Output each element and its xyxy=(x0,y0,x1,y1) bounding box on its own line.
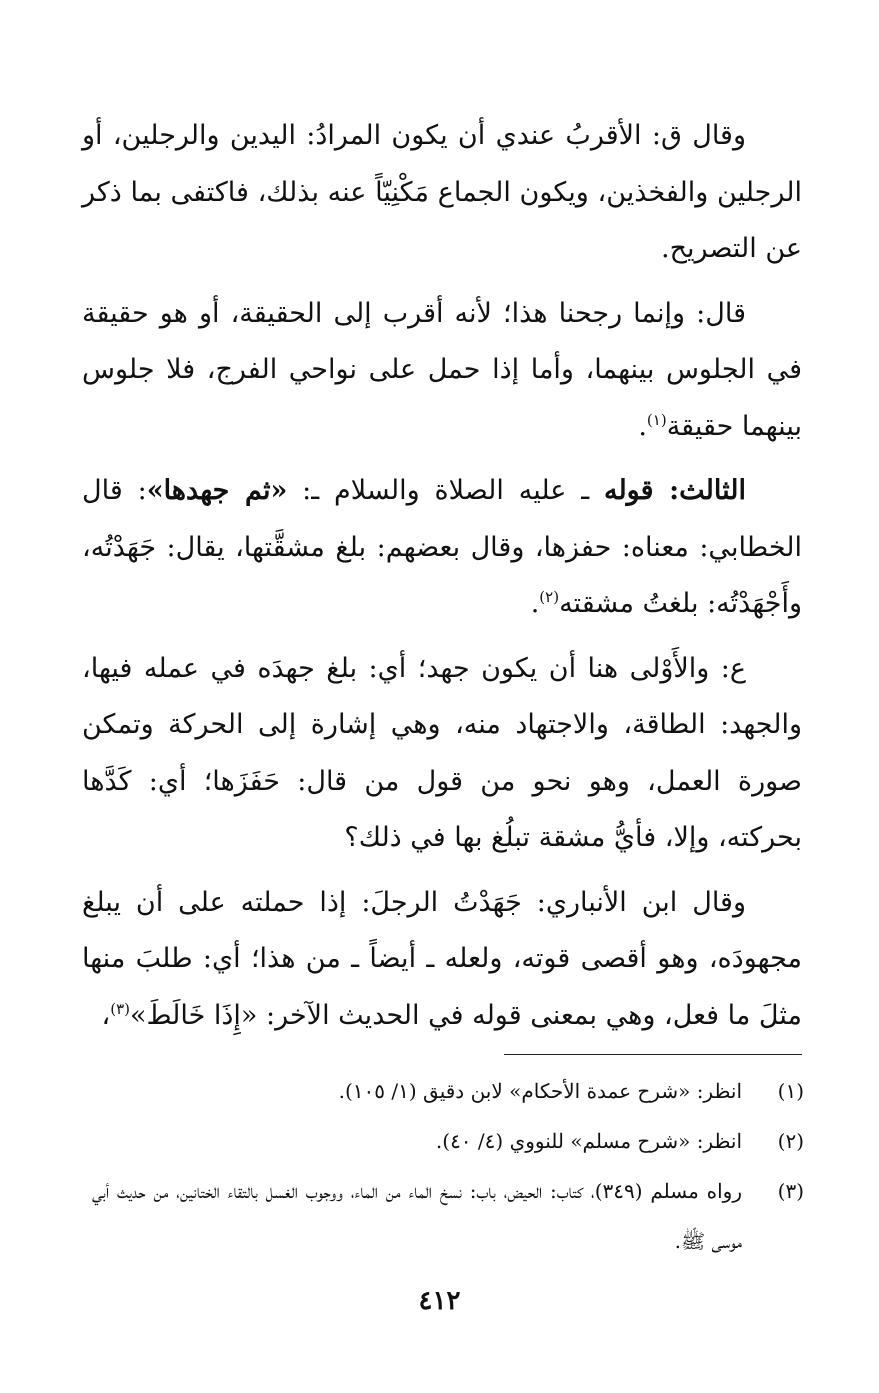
paragraph-3 xyxy=(82,463,802,633)
footnote-divider xyxy=(504,1054,802,1055)
paragraph-5-end: ، xyxy=(101,999,111,1031)
paragraph-3-quote: «ثم جهدها» xyxy=(146,475,288,506)
page-number: ٤١٢ xyxy=(418,1286,461,1316)
paragraph-3-text: : قال الخطابي: معناه: حفزها، وقال بعضهم: بلغ مشقَّتها، يقال: جَهَدْتُه، وأَجْهَدْتُه: بلغتُ مشقته xyxy=(82,475,802,619)
footnotes xyxy=(92,1066,804,1266)
paragraph-3-end: . xyxy=(530,588,540,619)
footnote-2 xyxy=(92,1116,804,1166)
footnote-2-text: انظر: «شرح مسلم» للنووي (٤/ ٤٠). xyxy=(435,1129,742,1153)
paragraph-4-text: ع: والأَوْلى هنا أن يكون جهد؛ أي: بلغ جهدَه في عمله فيها، والجهد: الطاقة، والاجتهاد منه، وهي إشارة إلى الحركة وتمكن صورة العمل، وهو نحو من قول من قال: حَفَزَها؛ أي: كَدَّها بحركته، وإلا، فأيُّ مشقة تبلُغ بها في ذلك؟ xyxy=(82,652,802,853)
footnote-1-number: (١) xyxy=(777,1079,804,1103)
footnote-ref-3[interactable]: (٣) xyxy=(110,999,130,1018)
paragraph-5-text: وقال ابن الأنباري: جَهَدْتُ الرجلَ: إذا حملته على أن يبلغ مجهودَه، وهو أقصى قوته، ولعله ـ أيضاً ـ من هذا؛ أي: طلبَ منها مثلَ ما فعل، وهي بمعنى قوله في الحديث الآخر: «إِذَا خَالَطَ» xyxy=(82,886,802,1031)
footnote-2-number: (٢) xyxy=(777,1129,804,1153)
paragraph-1 xyxy=(82,108,802,278)
paragraph-2-end: . xyxy=(638,410,647,442)
footnote-3-number: (٣) xyxy=(777,1179,804,1203)
footnote-ref-2[interactable]: (٢) xyxy=(539,588,560,606)
paragraph-3-lead: الثالث: قوله xyxy=(603,475,746,506)
paragraph-2-text: قال: وإنما رجحنا هذا؛ لأنه أقرب إلى الحقيقة، أو هو حقيقة في الجلوس بينهما، وأما إذا حمل على نواحي الفرج، فلا جلوس بينهما حقيقة xyxy=(82,297,802,442)
footnote-1 xyxy=(92,1066,804,1116)
main-text xyxy=(82,108,802,1052)
footnote-3 xyxy=(92,1166,804,1266)
paragraph-1-text: وقال ق: الأقربُ عندي أن يكون المرادُ: اليدين والرجلين، أو الرجلين والفخذين، ويكون الجماع مَكْنِيّاً عنه بذلك، فاكتفى بما ذكر عن التصريح. xyxy=(82,120,802,264)
footnote-1-text: انظر: «شرح عمدة الأحكام» لابن دقيق (١/ ١٠٥). xyxy=(338,1079,742,1103)
paragraph-2 xyxy=(82,286,802,456)
paragraph-4 xyxy=(82,641,802,867)
footnote-ref-1[interactable]: (١) xyxy=(646,410,667,429)
paragraph-5 xyxy=(82,875,802,1045)
paragraph-3-mid: ـ عليه الصلاة والسلام ـ: xyxy=(287,475,604,506)
footnote-3-text: رواه مسلم (٣٤٩)، كتاب: الحيض، باب: نسخ الماء من الماء، ووجوب الغسل بالتقاء الختانين، من حديث أبي موسى ﷺ. xyxy=(92,1179,742,1253)
